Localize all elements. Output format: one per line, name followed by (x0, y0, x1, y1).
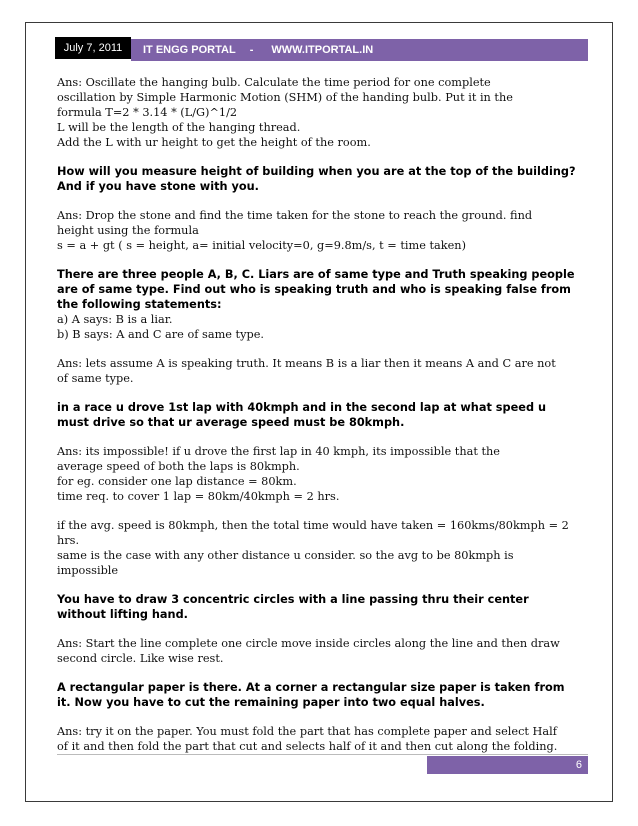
text-line: Ans: try it on the paper. You must fold the part that has complete paper and select Half (57, 725, 557, 738)
question-2 (57, 164, 589, 194)
header-separator: - (249, 44, 254, 56)
text-line: of it and then fold the part that cut and selects half of it and then cut along the folding. (57, 740, 558, 753)
question-line: There are three people A, B, C. Liars are of same type and Truth speaking people (57, 268, 575, 281)
answer-2 (57, 208, 589, 253)
document-body (57, 75, 589, 754)
text-line: Ans: Start the line complete one circle move inside circles along the line and then draw (57, 637, 560, 650)
text-line: hrs. (57, 534, 80, 547)
text-line: height using the formula (57, 224, 199, 237)
text-line: same is the case with any other distance u consider. so the avg to be 80kmph is (57, 549, 514, 562)
text-line: of same type. (57, 372, 134, 385)
text-line: second circle. Like wise rest. (57, 652, 224, 665)
question-line: in a race u drove 1st lap with 40kmph and in the second lap at what speed u (57, 401, 547, 414)
question-5 (57, 592, 589, 622)
question-line: How will you measure height of building when you are at the top of the building? (57, 165, 576, 178)
text-line: time req. to cover 1 lap = 80km/40kmph = 2 hrs. (57, 490, 340, 503)
answer-1 (57, 75, 589, 150)
text-line: s = a + gt ( s = height, a= initial velocity=0, g=9.8m/s, t = time taken) (57, 239, 466, 252)
header-portal-name: IT ENGG PORTAL (143, 44, 236, 56)
question-line: without lifting hand. (57, 608, 188, 621)
question-line: A rectangular paper is there. At a corner a rectangular size paper is taken from (57, 681, 565, 694)
page-number: 6 (427, 756, 588, 774)
text-line: average speed of both the laps is 80kmph. (57, 460, 300, 473)
footer-divider (57, 754, 588, 755)
question-line: And if you have stone with you. (57, 180, 259, 193)
option-line: b) B says: A and C are of same type. (57, 328, 264, 341)
question-line: it. Now you have to cut the remaining paper into two equal halves. (57, 696, 485, 709)
question-3 (57, 267, 589, 342)
answer-3 (57, 356, 589, 386)
header-url: WWW.ITPORTAL.IN (271, 44, 374, 56)
text-line: Ans: Oscillate the hanging bulb. Calculate the time period for one complete (57, 76, 491, 89)
question-line: are of same type. Find out who is speaking truth and who is speaking false from (57, 283, 571, 296)
question-line: must drive so that ur average speed must be 80kmph. (57, 416, 405, 429)
text-line: L will be the length of the hanging thread. (57, 121, 301, 134)
text-line: Add the L with ur height to get the height of the room. (57, 136, 371, 149)
question-4 (57, 400, 589, 430)
text-line: impossible (57, 564, 119, 577)
text-line: Ans: lets assume A is speaking truth. It means B is a liar then it means A and C are not (57, 357, 556, 370)
answer-5 (57, 636, 589, 666)
answer-4 (57, 444, 589, 504)
question-line: the following statements: (57, 298, 222, 311)
question-line: You have to draw 3 concentric circles with a line passing thru their center (57, 593, 529, 606)
header-date: July 7, 2011 (55, 37, 131, 59)
answer-6 (57, 724, 589, 754)
text-line: Ans: its impossible! if u drove the first lap in 40 kmph, its impossible that the (57, 445, 500, 458)
text-line: formula T=2 * 3.14 * (L/G)^1/2 (57, 106, 238, 119)
answer-4-continued (57, 518, 589, 578)
header-bar (131, 39, 588, 61)
text-line: Ans: Drop the stone and find the time taken for the stone to reach the ground. find (57, 209, 533, 222)
text-line: oscillation by Simple Harmonic Motion (SHM) of the handing bulb. Put it in the (57, 91, 513, 104)
text-line: if the avg. speed is 80kmph, then the total time would have taken = 160kms/80kmph = 2 (57, 519, 569, 532)
text-line: for eg. consider one lap distance = 80km. (57, 475, 297, 488)
option-line: a) A says: B is a liar. (57, 313, 173, 326)
question-6 (57, 680, 589, 710)
